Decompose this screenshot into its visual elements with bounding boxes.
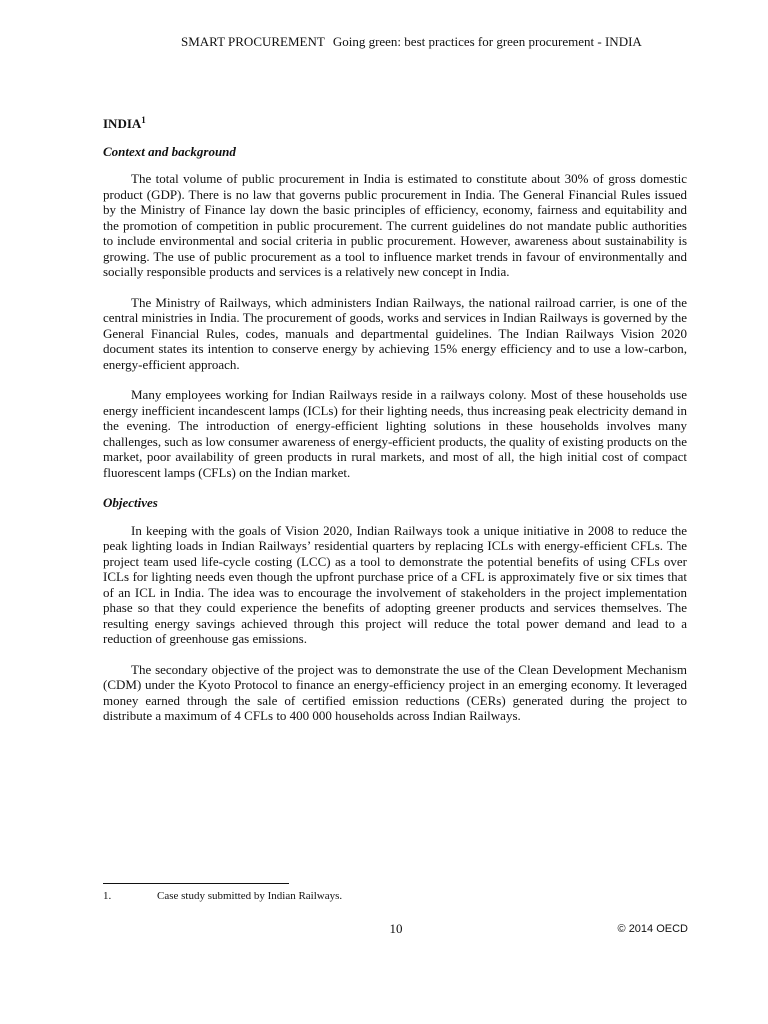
page-title	[103, 116, 687, 132]
header-publication: SMART PROCUREMENT	[181, 34, 325, 49]
main-content	[103, 116, 687, 739]
footnote-text: Case study submitted by Indian Railways.	[157, 890, 343, 902]
section-heading-context: Context and background	[103, 143, 236, 159]
header-title: Going green: best practices for green procurement - INDIA	[332, 34, 642, 49]
page-number: 10	[389, 921, 403, 936]
paragraph: The total volume of public procurement in India is estimated to constitute about 30% of gross domestic product (GDP). There is no law that governs public procurement in India. The General Financial Rules issued by the Ministry of Finance lay down the basic principles of efficiency, economy, fairness and equitability and the promotion of competition in public procurement. The current guidelines do not mandate public authorities to include environmental and social criteria in public procurement. However, awareness about sustainability is growing. The use of public procurement as a tool to influence market trends in favour of environmentally and socially responsible products and services is a relatively new concept in India.	[103, 171, 687, 279]
paragraph: Many employees working for Indian Railways reside in a railways colony. Most of these households use energy inefficient incandescent lamps (ICLs) for their lighting needs, thus increasing peak electricity demand in the evening. The introduction of energy-efficient lighting solutions in these households involves many challenges, such as low consumer awareness of energy-efficient products, the quality of existing products on the market, poor availability of green products in rural markets, and most of all, the high initial cost of compact fluorescent lamps (CFLs) on the Indian market.	[103, 387, 687, 480]
paragraph: In keeping with the goals of Vision 2020, Indian Railways took a unique initiative in 2008 to reduce the peak lighting loads in Indian Railways’ residential quarters by replacing ICLs with energy-efficient CFLs. The project team used life-cycle costing (LCC) as a tool to demonstrate the potential benefits of using CFLs over ICLs for lighting needs even though the upfront purchase price of a CFL is approximately five or six times that of an ICL in India. The idea was to encourage the involvement of stakeholders in the project implementation phase so that they could experience the benefits of adopting greener products and services themselves. The resulting energy savings achieved through this project will reduce the total power demand and lead to a reduction of greenhouse gas emissions.	[103, 522, 687, 646]
paragraph: The secondary objective of the project was to demonstrate the use of the Clean Development Mechanism (CDM) under the Kyoto Protocol to finance an energy-efficiency project in an emerging economy. It leveraged money earned through the sale of certified emission reductions (CERs) generated during the project to distribute a maximum of 4 CFLs to 400 000 households across Indian Railways.	[103, 661, 687, 723]
footnote-ref[interactable]: 1	[141, 115, 146, 125]
copyright-notice: © 2014 OECD	[617, 923, 688, 935]
paragraph: The Ministry of Railways, which administers Indian Railways, the national railroad carrier, is one of the central ministries in India. The procurement of goods, works and services in Indian Railways is governed by the General Financial Rules, codes, manuals and departmental guidelines. The Indian Railways Vision 2020 document states its intention to conserve energy by achieving 15% energy efficiency and to use a low-carbon, energy-efficient approach.	[103, 294, 687, 372]
footnote-divider	[103, 883, 289, 884]
page-title-text: INDIA	[103, 116, 142, 131]
footnote	[103, 890, 342, 902]
footnote-number: 1.	[103, 890, 112, 902]
section-heading-objectives: Objectives	[103, 495, 158, 510]
running-header	[181, 34, 701, 50]
